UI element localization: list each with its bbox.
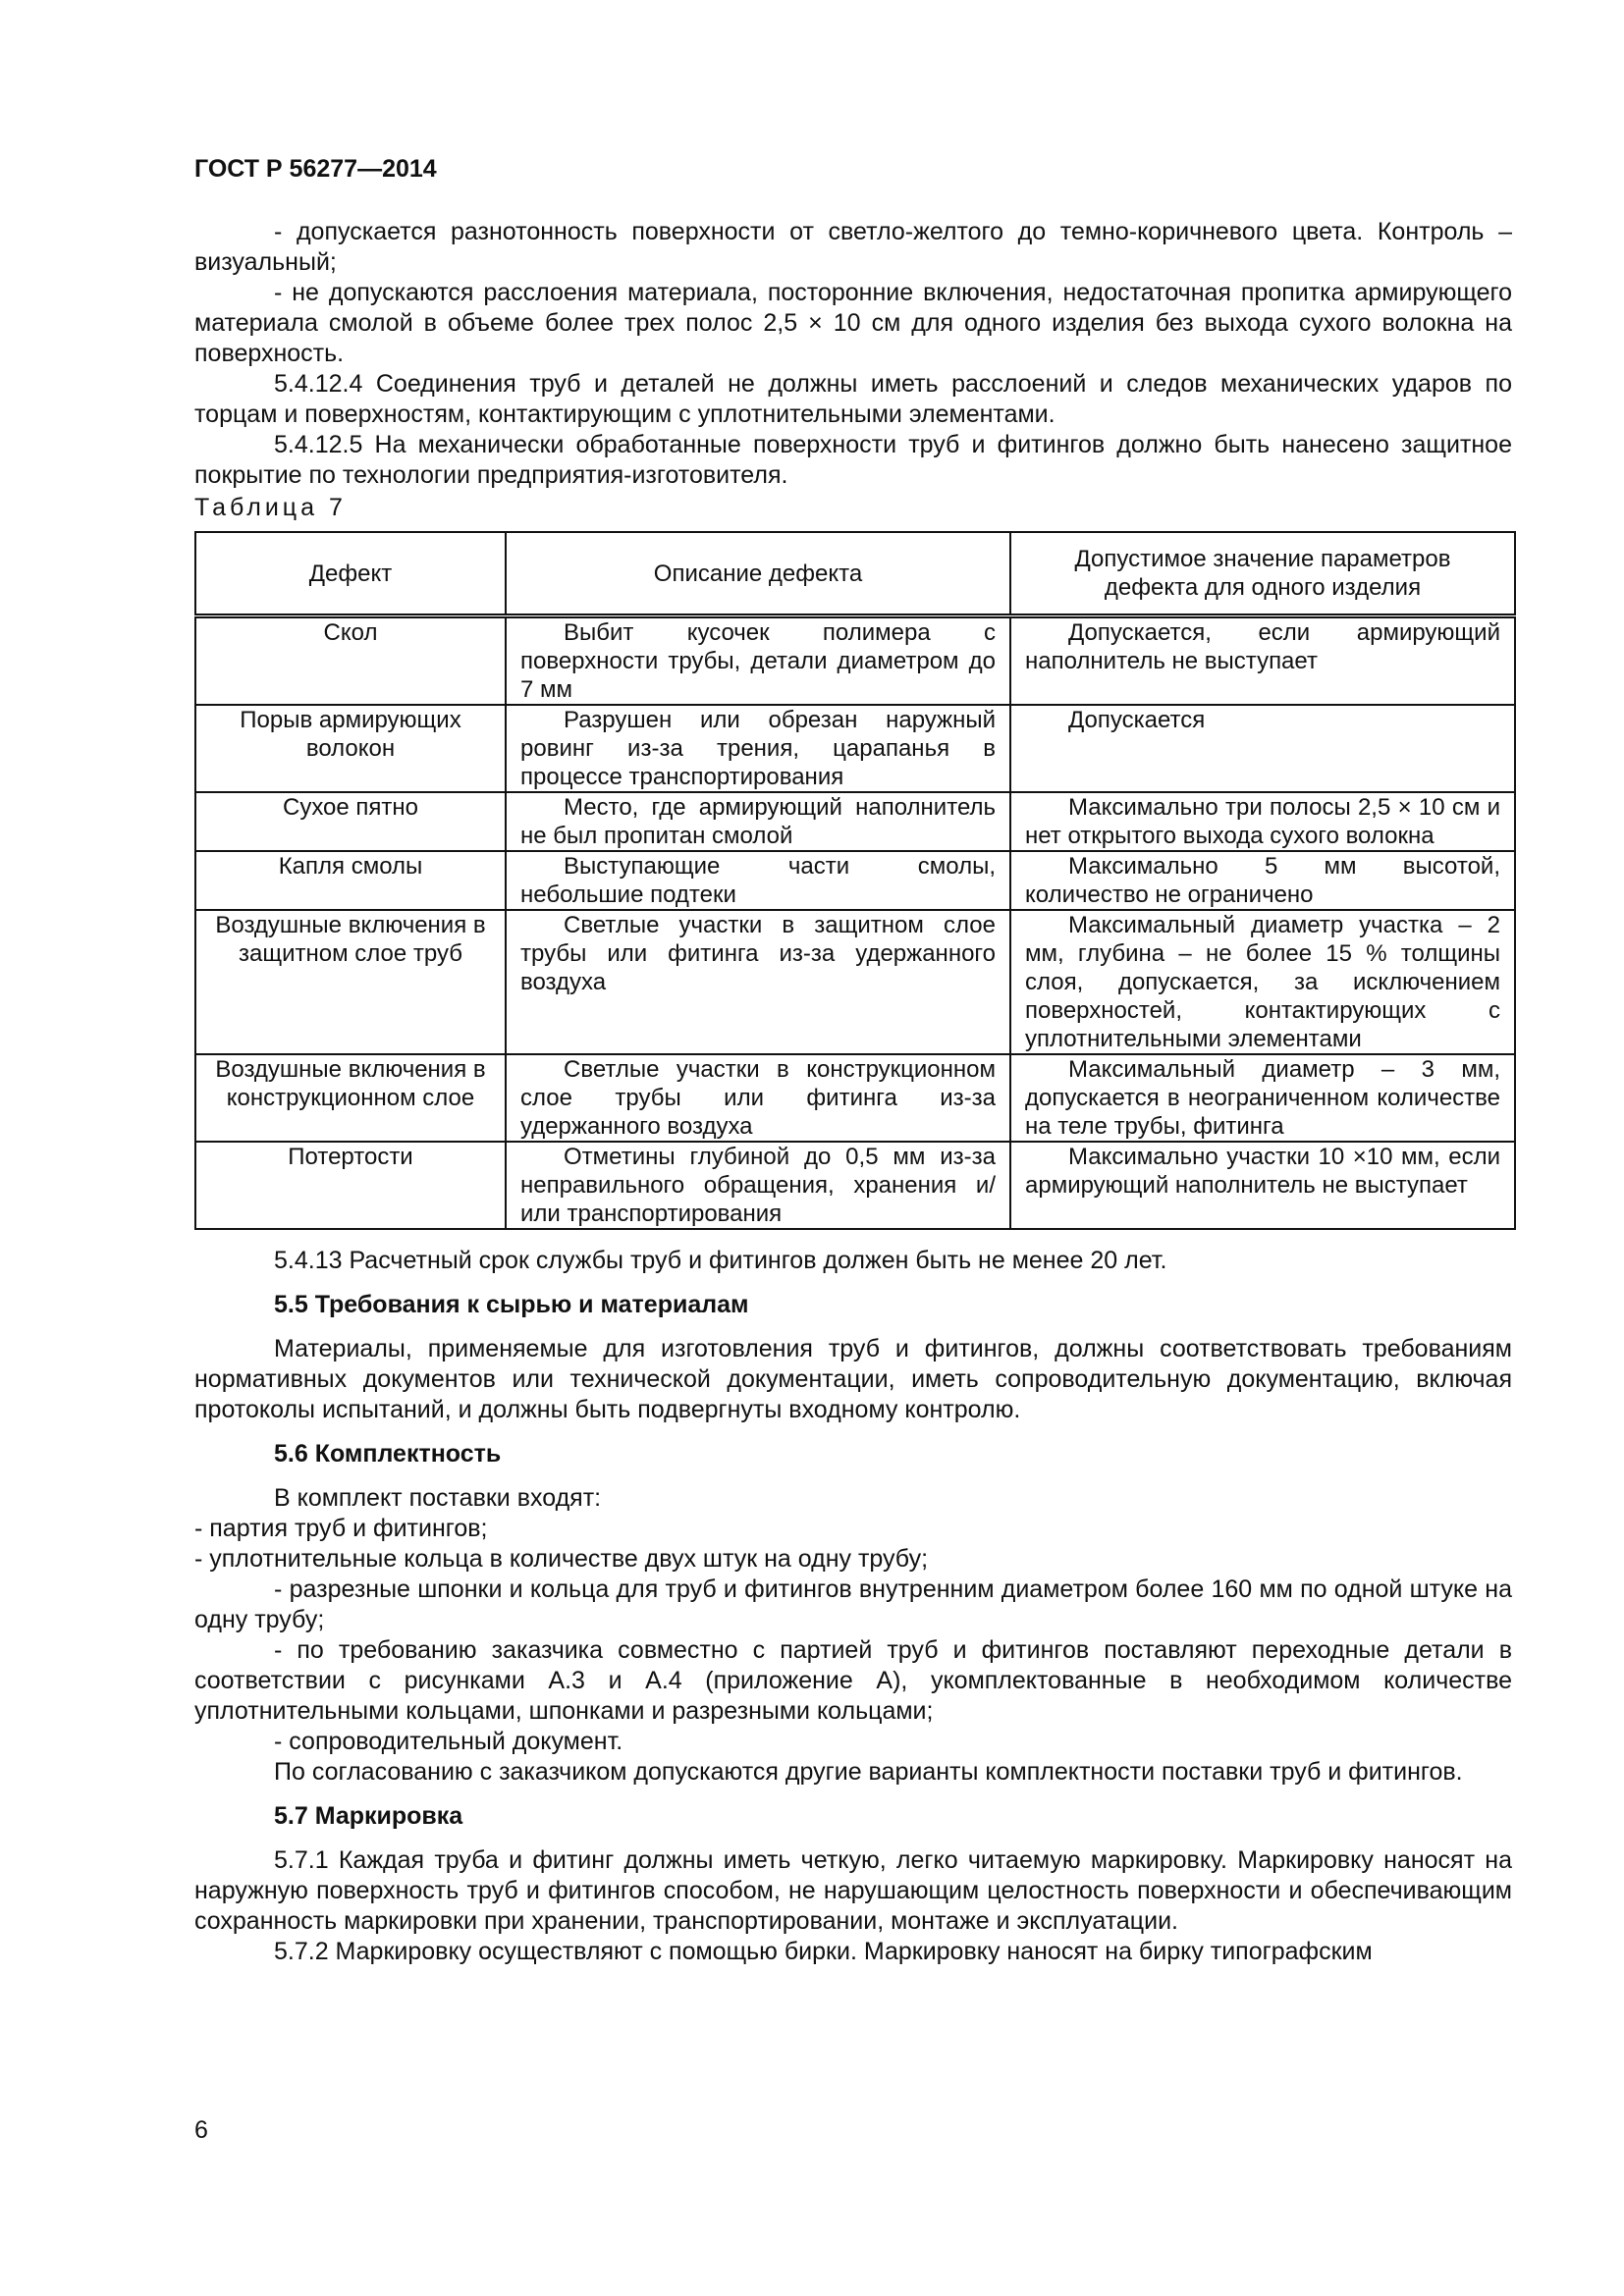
defect-cell: Потертости (195, 1142, 506, 1229)
list-item: - разрезные шпонки и кольца для труб и фитингов внутренним диаметром более 160 мм по одной штуке на одну трубу; (194, 1575, 1512, 1633)
allowed-value-cell: Допускается, если армирующий наполнитель не выступает (1010, 616, 1515, 706)
section-heading-5-5: 5.5 Требования к сырью и материалам (274, 1291, 749, 1318)
list-item: - партия труб и фитингов; (194, 1515, 488, 1542)
description-cell: Выступающие части смолы, небольшие подтеки (506, 851, 1010, 910)
page-number: 6 (194, 2116, 208, 2144)
description-cell: Светлые участки в защитном слое трубы или фитинга из-за удержанного воздуха (506, 910, 1010, 1054)
allowed-value-cell: Допускается (1010, 705, 1515, 792)
clause-5-4-12-4: 5.4.12.4 Соединения труб и деталей не должны иметь расслоений и следов механических ударов по торцам и поверхностям, контактирующим с уплотнительными элементами. (194, 370, 1512, 428)
table-row (195, 792, 1515, 851)
column-header: Описание дефекта (506, 532, 1010, 616)
table-row (195, 616, 1515, 706)
section-5-6-lead: В комплект поставки входят: (274, 1484, 602, 1512)
page-body (194, 217, 1512, 1967)
section-heading-5-7: 5.7 Маркировка (274, 1802, 463, 1830)
defects-table (194, 531, 1516, 1230)
description-cell: Место, где армирующий наполнитель не был пропитан смолой (506, 792, 1010, 851)
description-cell: Отметины глубиной до 0,5 мм из-за неправильного обращения, хранения и/или транспортирования (506, 1142, 1010, 1229)
section-5-5-text: Материалы, применяемые для изготовления труб и фитингов, должны соответствовать требованиям нормативных документов или технической документации, иметь сопроводительную документацию, включая протоколы испытаний, и должны быть подвергнуты входному контролю. (194, 1335, 1512, 1423)
defect-cell: Воздушные включения в защитном слое труб (195, 910, 506, 1054)
list-item: - уплотнительные кольца в количестве двух штук на одну трубу; (194, 1545, 929, 1573)
clause-5-7-1: 5.7.1 Каждая труба и фитинг должны иметь четкую, легко читаемую маркировку. Маркировку наносят на наружную поверхность труб и фитингов способом, не нарушающим целостность поверхности и обеспечивающим сохранность маркировки при хранении, транспортировании, монтаже и эксплуатации. (194, 1846, 1512, 1935)
section-heading-5-6: 5.6 Комплектность (274, 1440, 502, 1468)
table-row (195, 1142, 1515, 1229)
allowed-value-cell: Максимально три полосы 2,5 × 10 см и нет открытого выхода сухого волокна (1010, 792, 1515, 851)
clause-5-4-12-5: 5.4.12.5 На механически обработанные поверхности труб и фитингов должно быть нанесено защитное покрытие по технологии предприятия-изготовителя. (194, 431, 1512, 489)
defect-cell: Порыв армирующих волокон (195, 705, 506, 792)
table-row (195, 1054, 1515, 1142)
allowed-value-cell: Максимально 5 мм высотой, количество не ограничено (1010, 851, 1515, 910)
allowed-value-cell: Максимальный диаметр – 3 мм, допускается в неограниченном количестве на теле трубы, фитинга (1010, 1054, 1515, 1142)
table-row (195, 851, 1515, 910)
standard-header: ГОСТ Р 56277—2014 (194, 155, 437, 183)
clause-5-7-2: 5.7.2 Маркировку осуществляют с помощью бирки. Маркировку наносят на бирку типографским (274, 1938, 1373, 1965)
table-row (195, 910, 1515, 1054)
column-header: Допустимое значение параметров дефекта для одного изделия (1010, 532, 1515, 616)
allowed-value-cell: Максимальный диаметр участка – 2 мм, глубина – не более 15 % толщины слоя, допускается, за исключением поверхностей, контактирующих с уплотнительными элементами (1010, 910, 1515, 1054)
defect-cell: Сухое пятно (195, 792, 506, 851)
intro-paragraph: - не допускаются расслоения материала, посторонние включения, недостаточная пропитка армирующего материала смолой в объеме более трех полос 2,5 × 10 см для одного изделия без выхода сухого волокна на поверхность. (194, 279, 1512, 367)
list-item: - сопроводительный документ. (274, 1728, 623, 1755)
clause-5-4-13: 5.4.13 Расчетный срок службы труб и фитингов должен быть не менее 20 лет. (274, 1247, 1167, 1274)
table-row (195, 705, 1515, 792)
description-cell: Выбит кусочек полимера с поверхности трубы, детали диаметром до 7 мм (506, 616, 1010, 706)
defect-cell: Скол (195, 616, 506, 706)
defect-cell: Капля смолы (195, 851, 506, 910)
table-caption: Таблица 7 (194, 494, 347, 521)
description-cell: Светлые участки в конструкционном слое трубы или фитинга из-за удержанного воздуха (506, 1054, 1010, 1142)
list-item: - по требованию заказчика совместно с партией труб и фитингов поставляют переходные детали в соответствии с рисунками А.3 и А.4 (приложение А), укомплектованные в необходимом количестве уплотнительными кольцами, шпонками и разрезными кольцами; (194, 1636, 1512, 1725)
defect-cell: Воздушные включения в конструкционном слое (195, 1054, 506, 1142)
section-5-6-closing: По согласованию с заказчиком допускаются другие варианты комплектности поставки труб и фитингов. (274, 1758, 1463, 1786)
intro-paragraph: - допускается разнотонность поверхности от светло-желтого до темно-коричневого цвета. Контроль – визуальный; (194, 218, 1512, 276)
column-header: Дефект (195, 532, 506, 616)
table-header-row (195, 532, 1515, 616)
allowed-value-cell: Максимально участки 10 ×10 мм, если армирующий наполнитель не выступает (1010, 1142, 1515, 1229)
description-cell: Разрушен или обрезан наружный ровинг из-за трения, царапанья в процессе транспортирования (506, 705, 1010, 792)
